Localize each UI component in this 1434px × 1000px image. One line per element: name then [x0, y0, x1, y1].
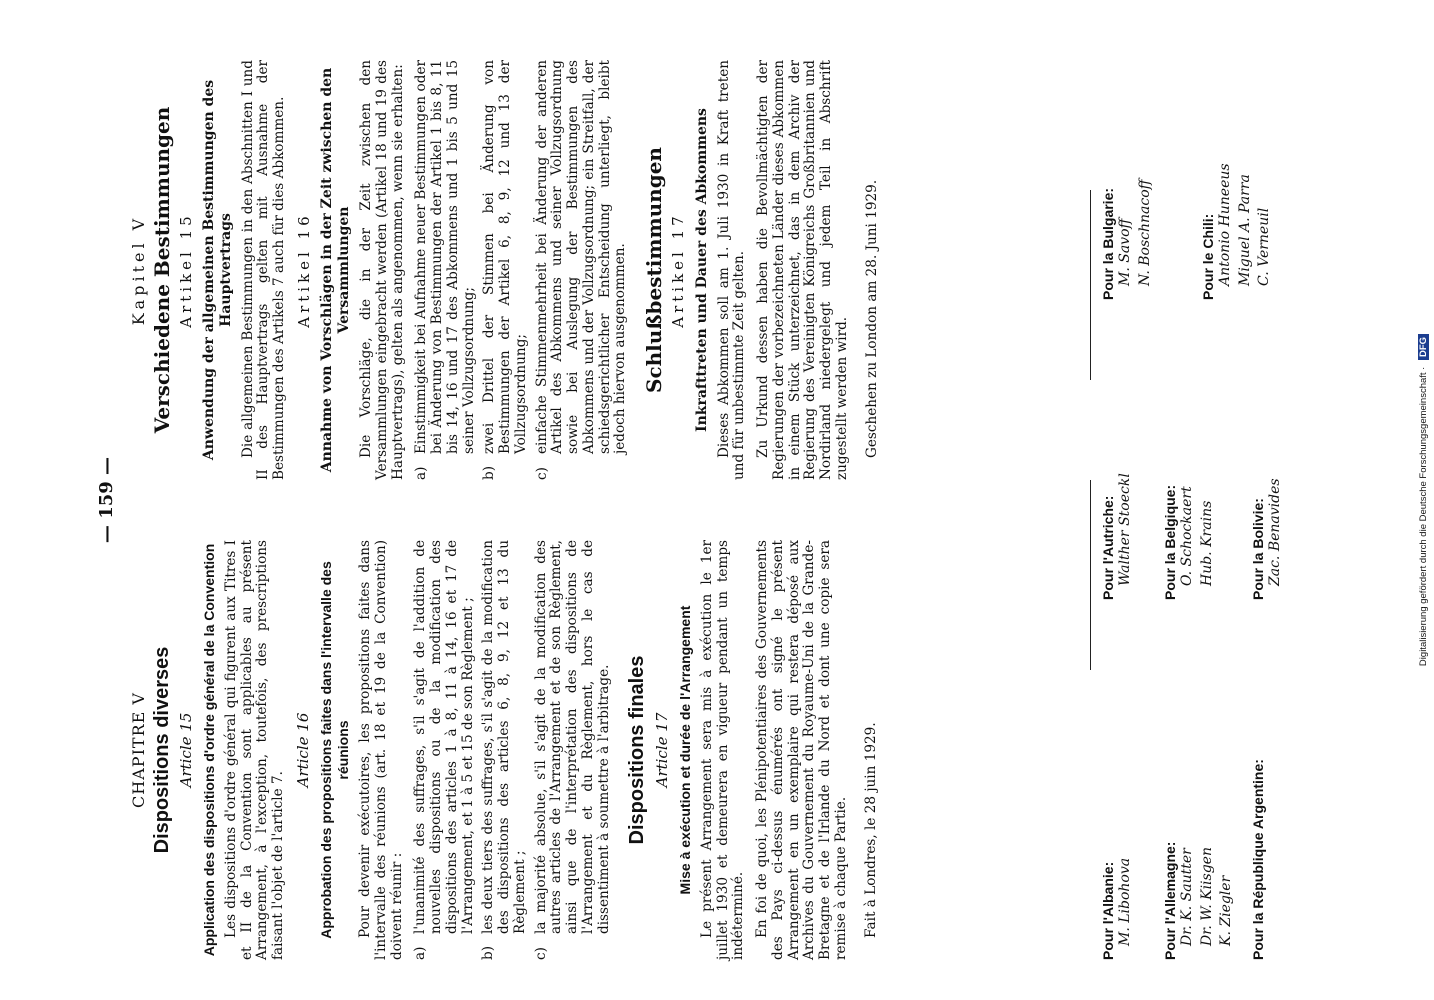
de-done-at: Geschehen zu London am 28. Juni 1929. [863, 179, 880, 458]
signatory-name: N. Boschnacoff [1136, 179, 1153, 286]
digitization-credit [1418, 8, 1434, 992]
list-item [413, 540, 476, 960]
list-item-label: c) [532, 947, 549, 960]
fr-article-16-text: Pour devenir exécutoires, les propositions faites dans l'intervalle des réunions (art. 18 et 19 de la Convention) doivent réunir : [356, 540, 405, 960]
signatory-name: K. Ziegler [1218, 875, 1235, 946]
de-article-16-text: Die Vorschläge, die in der Zeit zwischen den Versammlungen eingebracht werden (Artikel 18 und 19 des Hauptvertrags), gelten als angenommen, wenn sie erhalten: [358, 60, 406, 480]
french-column [130, 540, 887, 1000]
signature-names [1178, 485, 1217, 586]
fr-article-17-heading: Article 17 [652, 712, 671, 788]
fr-article-15-text: Les dispositions d'ordre général qui figurent aux Titres I et II de la Convention sont applicables au présent Arrangement, à l'exception, toutefois, des prescriptions faisant l'objet de l'article 7. [222, 540, 287, 960]
signature-group [1250, 478, 1286, 600]
de-final-title: Schlußbestimmungen [642, 147, 667, 393]
signatory-name: Antonio Huneeus [1217, 163, 1233, 286]
list-item-text: l'unanimité des suffrages, s'il s'agit de l'addition de nouvelles dispositions ou de la modification des dispositions des articles 1 à 8, 11 à 14, 16 et 17 de l'Arrangement, et 1 à 5 et 15 de son Règlement ; [412, 540, 476, 934]
german-column [130, 60, 889, 480]
list-item [535, 60, 630, 480]
signature-names [1116, 179, 1155, 286]
credit-text: Digitalisierung gefördert durch die Deutsche Forschungsgemeinschaft [1418, 372, 1429, 667]
de-article-17-title: Inkrafttreten und Dauer des Abkommens [693, 108, 710, 432]
list-item [481, 540, 528, 960]
fr-chapter-heading: CHAPITRE V [129, 692, 148, 808]
list-item-label: b) [481, 465, 498, 480]
divider [1090, 190, 1091, 380]
signature-country: Pour l'Autriche: [1100, 495, 1116, 600]
signatory-name: Dr. K. Sautter [1179, 848, 1195, 946]
signature-country: Pour la Bulgarie: [1100, 187, 1116, 300]
signature-group [1162, 842, 1237, 960]
fr-article-16-title: Approbation des propositions faites dans l'intervalle des réunions [318, 561, 352, 939]
fr-article-16-list [413, 540, 612, 960]
signature-country: Pour l'Allemagne: [1162, 841, 1178, 960]
fr-final-title: Dispositions finales [626, 655, 649, 845]
signature-country: Pour la Belgique: [1162, 484, 1178, 600]
list-item-label: b) [480, 945, 497, 960]
signature-names [1266, 478, 1286, 586]
de-article-16-heading: Artikel 16 [295, 212, 314, 328]
signature-group [1250, 759, 1266, 960]
signature-group [1100, 473, 1136, 600]
signature-names [1116, 858, 1136, 946]
list-item [534, 540, 613, 960]
de-article-17-text: Dieses Abkommen soll am 1. Juli 1930 in Kraft treten und für unbestimmte Zeit gelten. [715, 60, 748, 480]
dfg-logo: DFG [1418, 334, 1429, 360]
signatory-name: Dr. W. Kiisgen [1198, 847, 1215, 946]
signatory-name: Miguel A. Parra [1236, 174, 1253, 286]
de-article-17-text-2: Zu Urkund dessen haben die Bevollmächtigten der Regierungen der vorbezeichneten Länder dieses Abkommen in einem Stück unterzeichnet, das in dem Archiv der Regierung des Vereinigten Königreichs Großbritannien und Nordirland niedergelegt und jedem Teil in Abschrift zugestellt werden wird. [755, 60, 850, 480]
signature-country: Pour la Bolivie: [1250, 498, 1266, 600]
list-item-text: les deux tiers des suffrages, s'il s'agit de la modification des dispositions des articles 6, 8, 9, 12 et 13 du Règlement ; [480, 540, 528, 934]
de-chapter-heading: Kapitel V [129, 214, 148, 326]
fr-article-15-heading: Article 15 [176, 712, 195, 788]
signatory-name: M. Savoff [1117, 218, 1133, 286]
list-item [482, 60, 529, 480]
signature-names [1116, 473, 1136, 586]
list-item [414, 60, 477, 480]
digitization-credit-text: Digitalisierung gefördert durch die Deutsche Forschungsgemeinschaft · DFG [1418, 8, 1434, 992]
de-article-16-title: Annahme von Vorschlägen in der Zeit zwischen den Versammlungen [319, 67, 353, 473]
signature-group [1200, 163, 1275, 300]
fr-article-17-text: Le présent Arrangement sera mis à exécution le 1er juillet 1930 et demeurera en vigueur pendant un temps indéterminé. [698, 540, 747, 960]
list-item-label: a) [412, 946, 429, 960]
signature-group [1162, 485, 1217, 600]
signatory-name: M. Libohova [1117, 857, 1133, 946]
signature-group [1100, 179, 1155, 300]
list-item-text: zwei Drittel der Stimmen bei Änderung von Bestimmungen der Artikel 6, 8, 9, 12 und 13 der Vollzugsordnung; [481, 60, 529, 454]
page-number: — 159 — [96, 456, 117, 544]
de-chapter-title: Verschiedene Bestimmungen [149, 106, 174, 434]
de-article-15-title: Anwendung der allgemeinen Bestimmungen des Hauptvertrags [201, 79, 234, 461]
list-item-label: a) [413, 466, 430, 480]
list-item-text: Einstimmigkeit bei Aufnahme neuer Bestimmungen oder bei Änderung von Bestimmungen der Artikel 1 bis 8, 11 bis 14, 16 und 17 des Abkommens und 1 bis 5 und 15 seiner Vollzugsordnung; [413, 60, 477, 454]
fr-article-17-text-2: En foi de quoi, les Plénipotentiaires des Gouvernements des Pays ci-dessus énumérés ont signé le présent Arrangement en un exemplaire qui restera déposé aux Archives du Gouvernement du Royaume-Uni de la Grande-Bretagne et de l'Irlande du Nord et dont une copie sera remise à chaque Partie. [754, 540, 849, 960]
signatory-name: O. Schockaert [1179, 486, 1195, 586]
signatory-name: Walther Stoeckl [1117, 473, 1133, 586]
signature-country: Pour la République Argentine: [1250, 759, 1266, 960]
list-item-label: c) [533, 467, 550, 480]
signature-names [1216, 163, 1275, 286]
fr-done-at: Fait à Londres, le 28 juin 1929. [862, 722, 879, 938]
signature-group [1100, 858, 1136, 960]
de-article-15-text: Die allgemeinen Bestimmungen in den Abschnitten I und II des Hauptvertrags gelten mit Ausnahme der Bestimmungen des Artikels 7 auch für dies Abkommen. [239, 60, 288, 480]
fr-article-15-title: Application des dispositions d'ordre général de la Convention [201, 543, 218, 957]
list-item-text: einfache Stimmenmehrheit bei Änderung der anderen Artikel des Abkommens und seiner Vollzugsordnung sowie bei Auslegung der Bestimmungen des Abkommens und der Vollzugsordnung; ein Streitfall, der schiedsgerichtlicher Entscheidung unterliegt, bleibt jedoch hiervon ausgenommen. [533, 60, 629, 454]
fr-chapter-title: Dispositions diverses [150, 646, 173, 854]
de-article-17-heading: Artikel 17 [669, 212, 688, 328]
signatory-name: Zac. Benavides [1267, 478, 1283, 586]
divider [1090, 480, 1091, 670]
signatory-name: C. Verneuil [1256, 207, 1273, 286]
fr-article-16-heading: Article 16 [293, 712, 312, 788]
signature-names [1178, 842, 1237, 946]
de-article-15-heading: Artikel 15 [176, 212, 195, 328]
de-article-16-list [414, 60, 629, 480]
signatory-name: Hub. Krains [1198, 500, 1215, 586]
signature-country: Pour le Chili: [1200, 213, 1216, 300]
list-item-text: la majorité absolue, s'il s'agit de la modification des autres articles de l'Arrangement et de son Règlement, ainsi que de l'interprétation des dispositions de l'Arrangement et du Règlement, hors le cas de dissentiment à soumettre à l'arbitrage. [532, 540, 612, 934]
fr-article-17-title: Mise à exécution et durée de l'Arrangement [677, 605, 694, 895]
signature-country: Pour l'Albanie: [1100, 861, 1116, 960]
